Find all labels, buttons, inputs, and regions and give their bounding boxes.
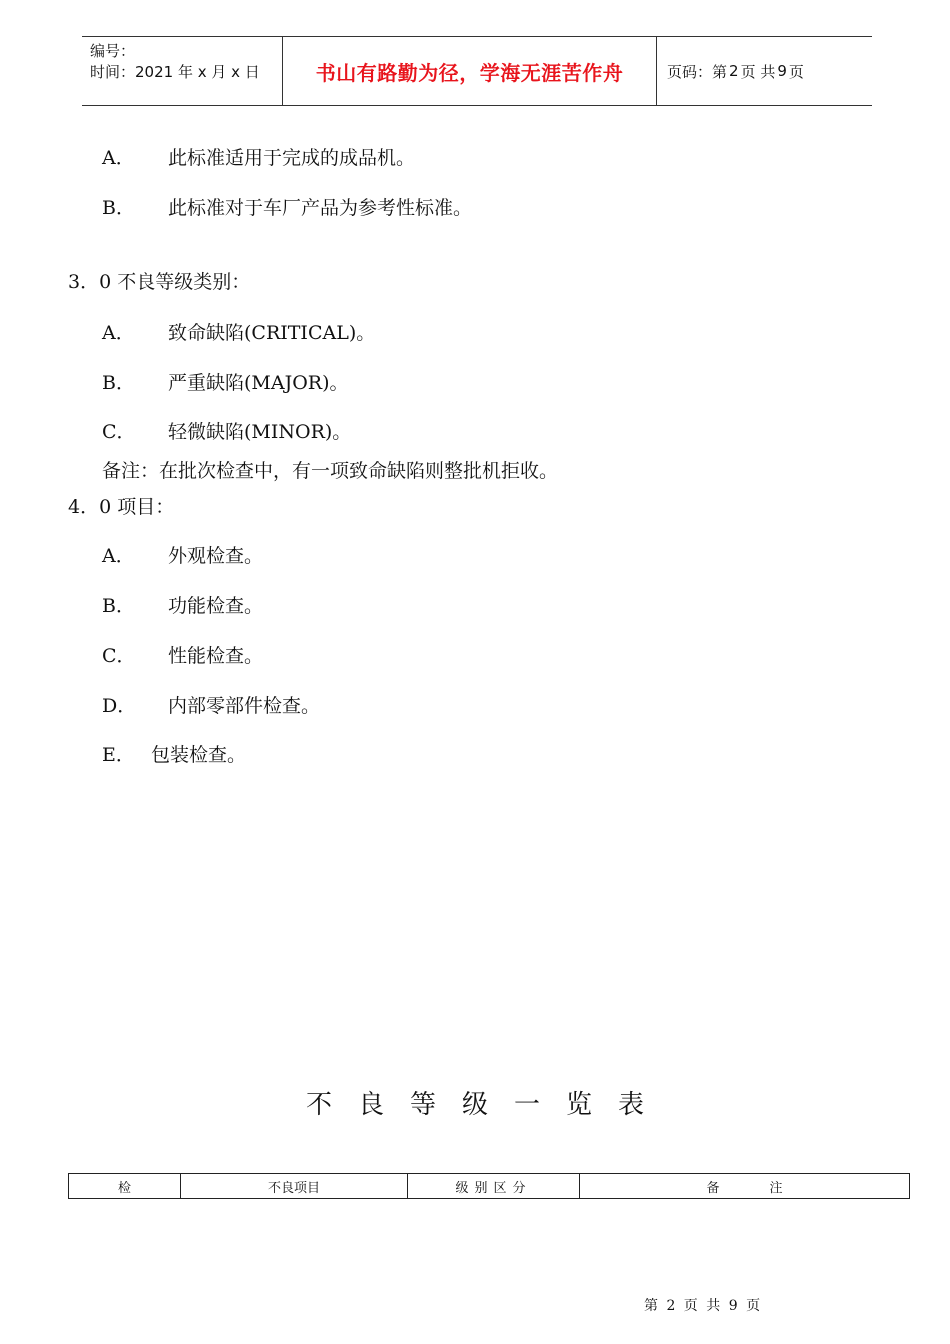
page-suffix: 页	[788, 62, 804, 81]
table-title: 不良等级一览表	[305, 1090, 670, 1120]
grade-table-header	[68, 1173, 910, 1199]
list-text: 此标准对于车厂产品为参考性标准。	[168, 197, 473, 219]
section-3-heading: 3．0 不良等级类别：	[68, 271, 251, 293]
list-text: 性能检查。	[168, 645, 264, 667]
list-label: A．	[102, 322, 135, 344]
list-text: 内部零部件检查。	[168, 695, 321, 717]
section-3-item-a	[102, 318, 376, 345]
section-3-item-b	[102, 368, 349, 395]
list-label: E．	[102, 744, 135, 766]
list-label: B．	[102, 197, 135, 219]
list-text: 此标准适用于完成的成品机。	[168, 147, 416, 169]
list-label: B．	[102, 372, 135, 394]
list-text: 外观检查。	[168, 545, 264, 567]
page-header	[82, 36, 872, 106]
column-header-grade: 级别区分	[408, 1174, 580, 1198]
list-text: 严重缺陷(MAJOR)。	[168, 372, 349, 394]
header-page-number	[657, 37, 872, 105]
page-mid: 页 共	[740, 62, 776, 81]
document-number-label: 编号：	[90, 42, 136, 60]
remarks-char-2: 注	[769, 1180, 783, 1196]
header-meta	[82, 37, 283, 105]
list-label: C．	[102, 421, 136, 443]
column-header-inspect: 检	[69, 1174, 181, 1198]
list-label: D．	[102, 695, 137, 717]
section-4-item-c	[102, 641, 264, 668]
page-total: 9	[777, 62, 787, 80]
scope-item-a	[102, 143, 416, 170]
section-4-item-b	[102, 591, 264, 618]
page-current: 2	[729, 62, 739, 80]
page-footer: 第 2 页 共 9 页	[644, 1298, 761, 1314]
section-3-item-c	[102, 417, 352, 444]
list-text: 致命缺陷(CRITICAL)。	[168, 322, 376, 344]
column-header-remarks	[580, 1174, 909, 1198]
remarks-char-1: 备	[706, 1180, 720, 1196]
list-text: 功能检查。	[168, 595, 264, 617]
section-4-heading: 4．0 项目：	[68, 496, 175, 518]
section-4-item-a	[102, 541, 264, 568]
list-text: 轻微缺陷(MINOR)。	[168, 421, 352, 443]
section-3-note: 备注：在批次检查中，有一项致命缺陷则整批机拒收。	[102, 460, 559, 482]
list-label: A．	[102, 545, 135, 567]
list-label: A．	[102, 147, 135, 169]
section-4-item-d	[102, 691, 321, 718]
list-text: 包装检查。	[151, 744, 247, 766]
list-label: B．	[102, 595, 135, 617]
document-date: 时间：2021 年 x 月 x 日	[90, 63, 260, 81]
list-label: C．	[102, 645, 136, 667]
column-header-defect-item: 不良项目	[181, 1174, 408, 1198]
scope-item-b	[102, 193, 473, 220]
header-motto: 书山有路勤为径，学海无涯苦作舟	[283, 37, 657, 105]
page-prefix: 页码：第	[667, 62, 728, 81]
section-4-item-e	[102, 740, 247, 767]
